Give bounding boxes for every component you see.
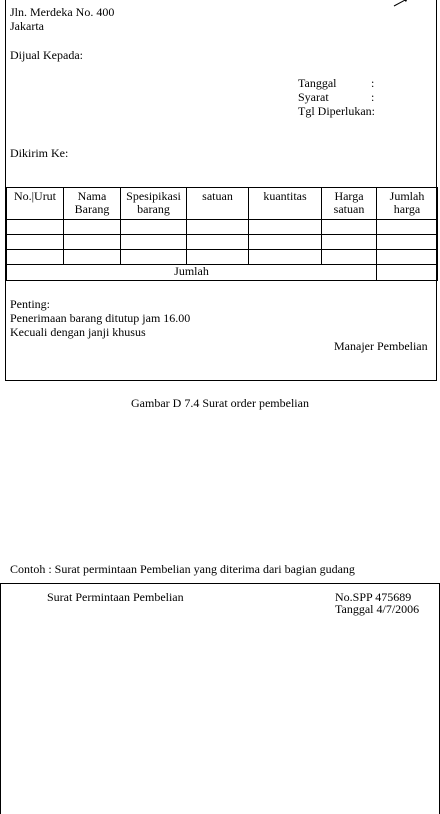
second-form-number: No.SPP 475689 — [335, 590, 412, 604]
address-line-1: Jln. Merdeka No. 400 — [10, 5, 115, 19]
column-header: Harga satuan — [322, 188, 377, 220]
date-label: Tanggal — [298, 76, 337, 90]
column-header: Nama Barang — [64, 188, 121, 220]
table-row — [7, 250, 438, 265]
total-value-cell — [377, 265, 438, 281]
column-header: Jumlah harga — [377, 188, 438, 220]
arrow-icon — [393, 0, 409, 7]
required-date-label: Tgl Diperlukan: — [298, 104, 375, 118]
table-header-row — [7, 188, 438, 220]
order-table — [6, 187, 438, 281]
notes-line-1: Penerimaan barang ditutup jam 16.00 — [10, 311, 191, 325]
total-row — [7, 265, 438, 281]
notes-line-2: Kecuali dengan janji khusus — [10, 325, 146, 339]
column-header: No.|Urut — [7, 188, 64, 220]
example-text: Contoh : Surat permintaan Pembelian yang diterima dari bagian gudang — [10, 562, 355, 576]
column-header: satuan — [187, 188, 249, 220]
signature-label: Manajer Pembelian — [334, 339, 428, 353]
terms-label: Syarat — [298, 90, 329, 104]
date-colon: : — [371, 76, 375, 90]
table-row — [7, 220, 438, 235]
terms-colon: : — [371, 90, 375, 104]
address-line-2: Jakarta — [10, 19, 44, 33]
total-label: Jumlah — [7, 265, 377, 281]
ship-to-label: Dikirim Ke: — [10, 146, 69, 160]
column-header: Spesipikasi barang — [121, 188, 187, 220]
purchase-request-frame — [0, 583, 440, 813]
table-row — [7, 235, 438, 250]
sold-to-label: Dijual Kepada: — [10, 48, 83, 62]
figure-caption: Gambar D 7.4 Surat order pembelian — [131, 396, 309, 410]
column-header: kuantitas — [249, 188, 322, 220]
second-form-date: Tanggal 4/7/2006 — [335, 602, 420, 616]
notes-heading: Penting: — [10, 297, 51, 311]
second-form-title: Surat Permintaan Pembelian — [47, 590, 184, 604]
